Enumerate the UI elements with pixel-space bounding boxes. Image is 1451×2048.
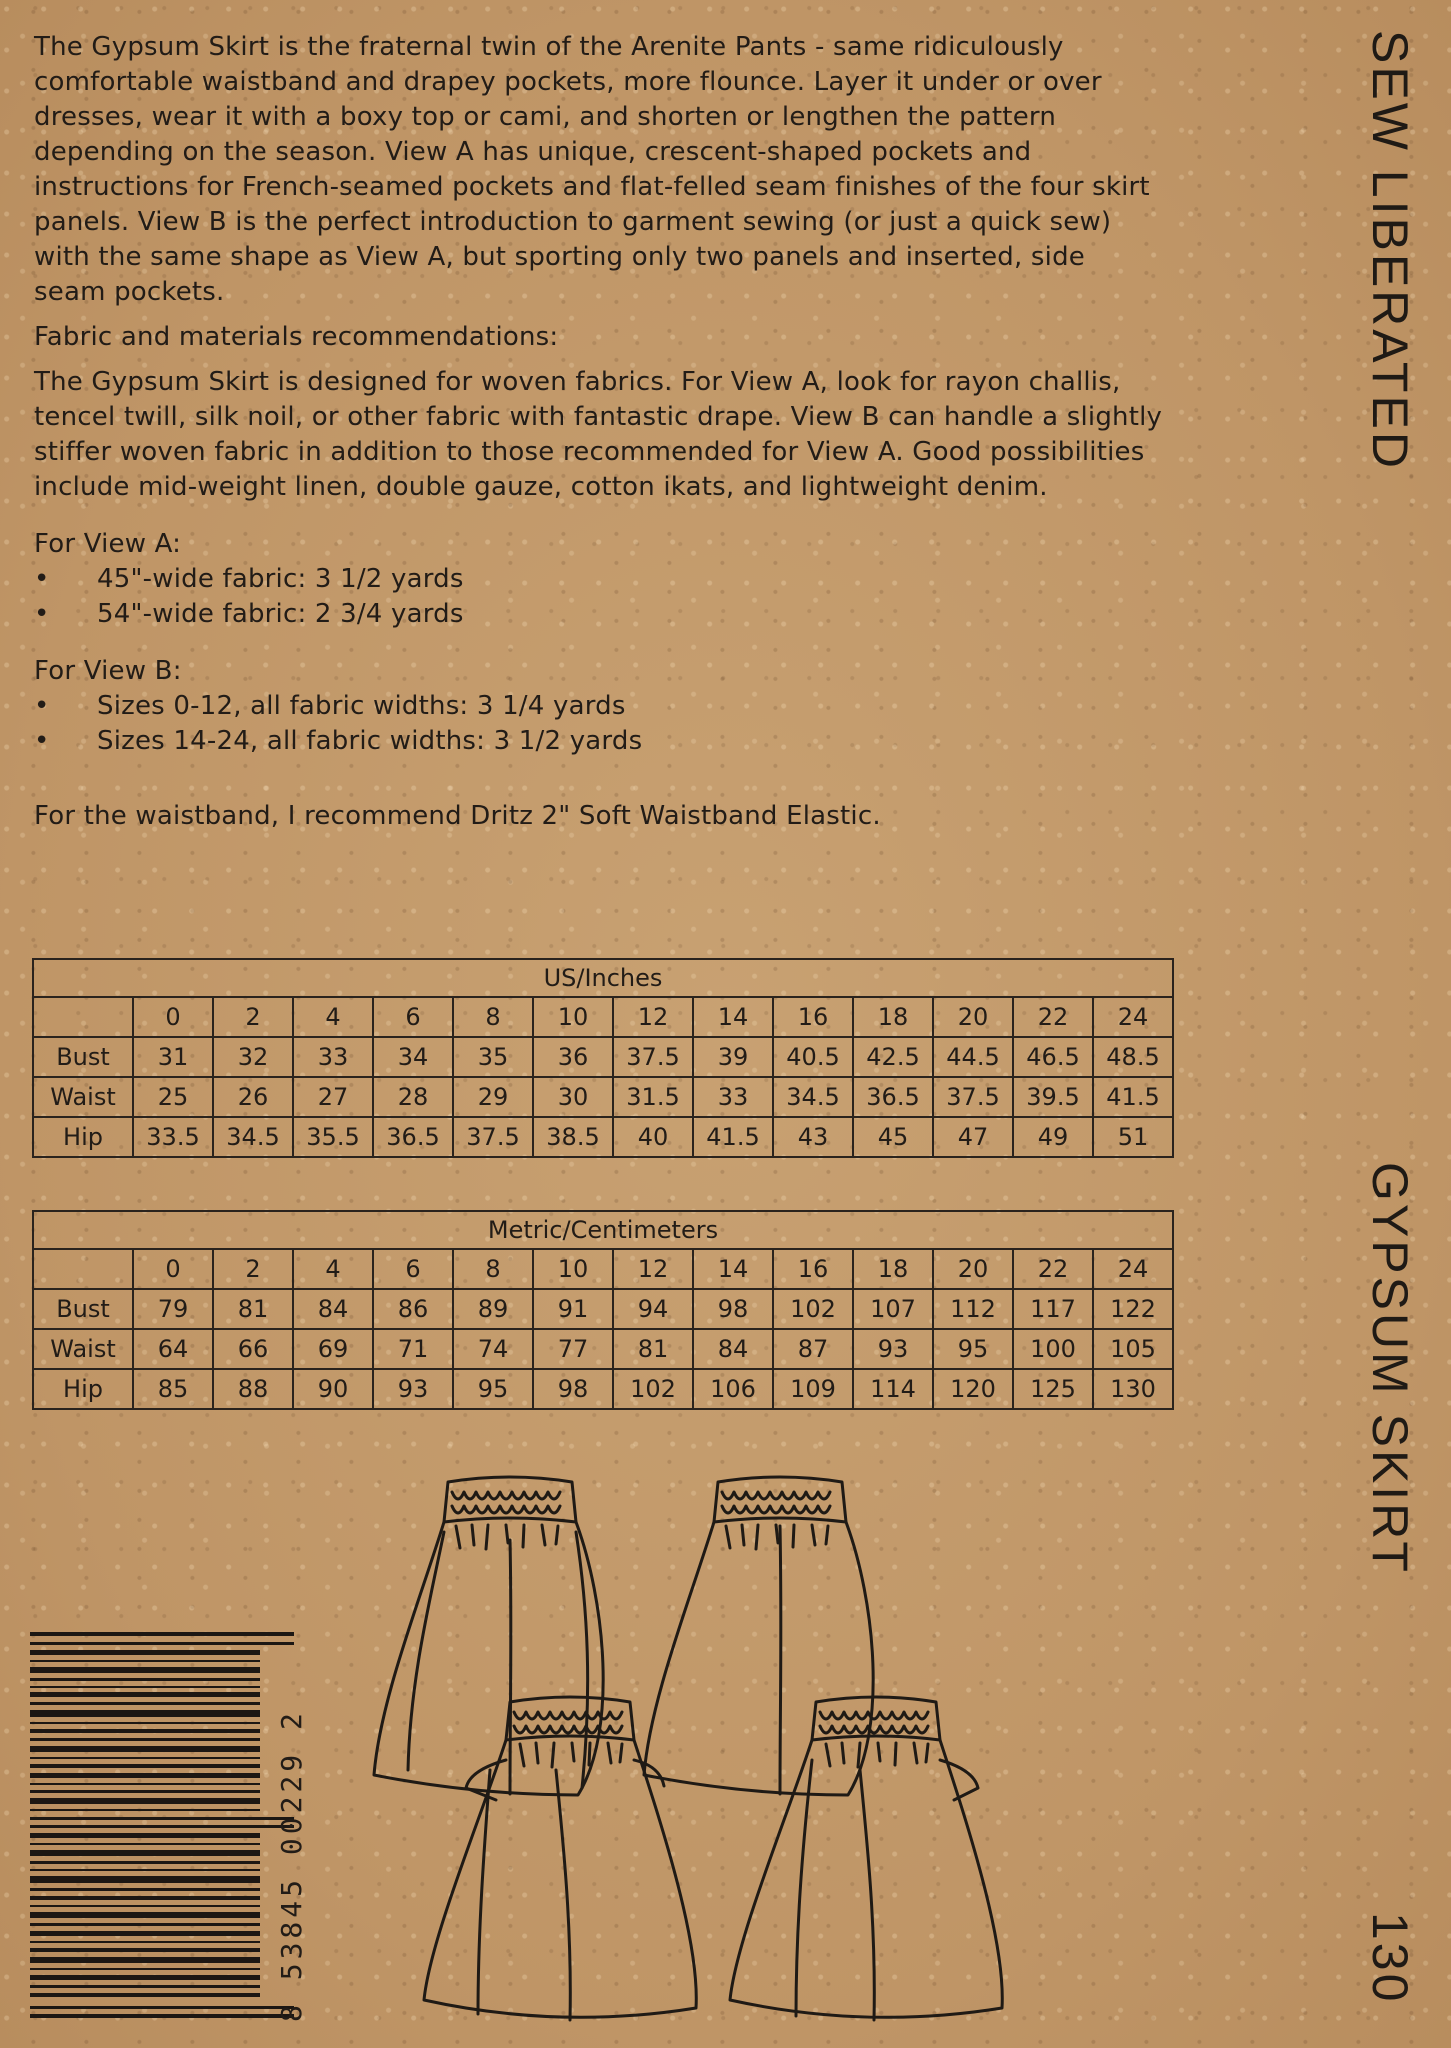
table-cell: 34.5 xyxy=(773,1077,853,1117)
size-cell: 2 xyxy=(213,997,293,1037)
table-cell: 77 xyxy=(533,1329,613,1369)
table-cell: 48.5 xyxy=(1093,1037,1173,1077)
table-cell: 28 xyxy=(373,1077,453,1117)
table-cell: 37.5 xyxy=(933,1077,1013,1117)
table-cell: 64 xyxy=(133,1329,213,1369)
row-label: Waist xyxy=(33,1329,133,1369)
pattern-name: GYPSUM SKIRT xyxy=(1362,1162,1418,1575)
table-row xyxy=(33,1077,1173,1117)
list-item: • Sizes 14-24, all fabric widths: 3 1/2 yards xyxy=(34,724,1164,759)
table-cell: 91 xyxy=(533,1289,613,1329)
brand-title: SEW LIBERATED xyxy=(1362,30,1418,471)
table-cell: 42.5 xyxy=(853,1037,933,1077)
table-cell: 36.5 xyxy=(373,1117,453,1157)
table-cell: 41.5 xyxy=(1093,1077,1173,1117)
barcode-image xyxy=(30,1632,294,2022)
corner-cell xyxy=(33,997,133,1037)
table-cell: 112 xyxy=(933,1289,1013,1329)
size-cell: 12 xyxy=(613,997,693,1037)
table-cell: 84 xyxy=(293,1289,373,1329)
table-row xyxy=(33,1369,1173,1409)
table-cell: 81 xyxy=(213,1289,293,1329)
skirt-drawings xyxy=(360,1470,1180,2040)
table-cell: 51 xyxy=(1093,1117,1173,1157)
table-cell: 40.5 xyxy=(773,1037,853,1077)
size-header-row xyxy=(33,1249,1173,1289)
table-cell: 39.5 xyxy=(1013,1077,1093,1117)
size-cell: 16 xyxy=(773,997,853,1037)
size-cell: 22 xyxy=(1013,997,1093,1037)
table-cell: 35.5 xyxy=(293,1117,373,1157)
table-caption: US/Inches xyxy=(33,959,1173,997)
table-cell: 86 xyxy=(373,1289,453,1329)
intro-paragraph: The Gypsum Skirt is the fraternal twin of the Arenite Pants - same ridiculously comfortable waistband and drapey pockets, more flounce. Layer it under or over dresses, wear it with a boxy top or cami, and shorten or lengthen the pattern depending on the season. View A has unique, crescent-shaped pockets and instructions for French-seamed pockets and flat-felled seam finishes of the four skirt panels. View B is the perfect introduction to garment sewing (or just a quick sew) with the same shape as View A, but sporting only two panels and inserted, side seam pockets. xyxy=(34,32,1150,307)
list-item: • 54"-wide fabric: 2 3/4 yards xyxy=(34,597,1164,632)
table-cell: 36 xyxy=(533,1037,613,1077)
size-cell: 10 xyxy=(533,1249,613,1289)
table-cell: 98 xyxy=(693,1289,773,1329)
barcode-bars xyxy=(30,1632,294,2018)
table-cell: 34 xyxy=(373,1037,453,1077)
table-cell: 105 xyxy=(1093,1329,1173,1369)
table-cell: 98 xyxy=(533,1369,613,1409)
table-cell: 74 xyxy=(453,1329,533,1369)
table-cell: 120 xyxy=(933,1369,1013,1409)
table-cell: 88 xyxy=(213,1369,293,1409)
table-cell: 27 xyxy=(293,1077,373,1117)
us-size-table xyxy=(32,958,1174,1158)
table-cell: 102 xyxy=(773,1289,853,1329)
table-cell: 114 xyxy=(853,1369,933,1409)
table-cell: 30 xyxy=(533,1077,613,1117)
table-cell: 33 xyxy=(693,1077,773,1117)
table-cell: 89 xyxy=(453,1289,533,1329)
table-cell: 46.5 xyxy=(1013,1037,1093,1077)
table-cell: 31 xyxy=(133,1037,213,1077)
table-cell: 87 xyxy=(773,1329,853,1369)
table-cell: 81 xyxy=(613,1329,693,1369)
table-cell: 102 xyxy=(613,1369,693,1409)
size-cell: 18 xyxy=(853,1249,933,1289)
waistband-note: For the waistband, I recommend Dritz 2" Soft Waistband Elastic. xyxy=(34,801,881,831)
size-cell: 4 xyxy=(293,997,373,1037)
size-cell: 0 xyxy=(133,1249,213,1289)
table-cell: 95 xyxy=(933,1329,1013,1369)
size-cell: 12 xyxy=(613,1249,693,1289)
table-cell: 107 xyxy=(853,1289,933,1329)
table-cell: 125 xyxy=(1013,1369,1093,1409)
size-cell: 6 xyxy=(373,1249,453,1289)
description xyxy=(34,30,1164,844)
row-label: Bust xyxy=(33,1289,133,1329)
size-cell: 20 xyxy=(933,1249,1013,1289)
metric-size-table xyxy=(32,1210,1174,1410)
size-cell: 2 xyxy=(213,1249,293,1289)
skirt-view-a-front xyxy=(374,1477,603,1795)
size-cell: 24 xyxy=(1093,997,1173,1037)
table-cell: 122 xyxy=(1093,1289,1173,1329)
view-a-requirements xyxy=(34,527,1164,632)
view-b-requirements xyxy=(34,654,1164,759)
table-cell: 93 xyxy=(373,1369,453,1409)
barcode-number: 8 53845 00229 2 xyxy=(275,1709,308,2022)
table-cell: 109 xyxy=(773,1369,853,1409)
table-cell: 95 xyxy=(453,1369,533,1409)
table-cell: 49 xyxy=(1013,1117,1093,1157)
table-cell: 39 xyxy=(693,1037,773,1077)
table-cell: 35 xyxy=(453,1037,533,1077)
table-cell: 40 xyxy=(613,1117,693,1157)
table-cell: 106 xyxy=(693,1369,773,1409)
table-cell: 37.5 xyxy=(453,1117,533,1157)
fabric-heading: Fabric and materials recommendations: xyxy=(34,322,559,352)
table-row xyxy=(33,1289,1173,1329)
size-cell: 0 xyxy=(133,997,213,1037)
size-cell: 8 xyxy=(453,997,533,1037)
table-cell: 84 xyxy=(693,1329,773,1369)
size-cell: 18 xyxy=(853,997,933,1037)
table-cell: 26 xyxy=(213,1077,293,1117)
view-a-list xyxy=(34,562,1164,632)
table-caption: Metric/Centimeters xyxy=(33,1211,1173,1249)
table-cell: 85 xyxy=(133,1369,213,1409)
table-cell: 66 xyxy=(213,1329,293,1369)
table-cell: 33 xyxy=(293,1037,373,1077)
size-cell: 24 xyxy=(1093,1249,1173,1289)
table-cell: 36.5 xyxy=(853,1077,933,1117)
table-cell: 38.5 xyxy=(533,1117,613,1157)
size-cell: 14 xyxy=(693,1249,773,1289)
table-cell: 44.5 xyxy=(933,1037,1013,1077)
table-cell: 33.5 xyxy=(133,1117,213,1157)
size-cell: 16 xyxy=(773,1249,853,1289)
table-cell: 130 xyxy=(1093,1369,1173,1409)
view-a-label: For View A: xyxy=(34,529,182,559)
row-label: Hip xyxy=(33,1117,133,1157)
row-label: Waist xyxy=(33,1077,133,1117)
size-cell: 10 xyxy=(533,997,613,1037)
size-cell: 22 xyxy=(1013,1249,1093,1289)
table-cell: 41.5 xyxy=(693,1117,773,1157)
table-cell: 100 xyxy=(1013,1329,1093,1369)
size-cell: 6 xyxy=(373,997,453,1037)
table-cell: 71 xyxy=(373,1329,453,1369)
table-cell: 79 xyxy=(133,1289,213,1329)
size-cell: 4 xyxy=(293,1249,373,1289)
size-cell: 20 xyxy=(933,997,1013,1037)
table-row xyxy=(33,1329,1173,1369)
corner-cell xyxy=(33,1249,133,1289)
table-cell: 90 xyxy=(293,1369,373,1409)
table-cell: 43 xyxy=(773,1117,853,1157)
table-cell: 93 xyxy=(853,1329,933,1369)
skirt-view-a-back xyxy=(644,1477,873,1795)
table-row xyxy=(33,1117,1173,1157)
table-cell: 94 xyxy=(613,1289,693,1329)
table-cell: 37.5 xyxy=(613,1037,693,1077)
table-cell: 117 xyxy=(1013,1289,1093,1329)
table-cell: 45 xyxy=(853,1117,933,1157)
table-cell: 29 xyxy=(453,1077,533,1117)
size-cell: 8 xyxy=(453,1249,533,1289)
view-b-label: For View B: xyxy=(34,656,182,686)
view-b-list xyxy=(34,689,1164,759)
list-item: • Sizes 0-12, all fabric widths: 3 1/4 yards xyxy=(34,689,1164,724)
table-cell: 34.5 xyxy=(213,1117,293,1157)
table-cell: 31.5 xyxy=(613,1077,693,1117)
table-cell: 69 xyxy=(293,1329,373,1369)
pattern-number: 130 xyxy=(1362,1912,1418,2005)
row-label: Bust xyxy=(33,1037,133,1077)
table-cell: 32 xyxy=(213,1037,293,1077)
list-item: • 45"-wide fabric: 3 1/2 yards xyxy=(34,562,1164,597)
table-cell: 47 xyxy=(933,1117,1013,1157)
table-cell: 25 xyxy=(133,1077,213,1117)
skirt-view-b-front xyxy=(424,1697,696,2020)
fabric-paragraph: The Gypsum Skirt is designed for woven fabrics. For View A, look for rayon challis, tencel twill, silk noil, or other fabric with fantastic drape. View B can handle a slightly stiffer woven fabric in addition to those recommended for View A. Good possibilities include mid-weight linen, double gauze, cotton ikats, and lightweight denim. xyxy=(34,367,1163,502)
row-label: Hip xyxy=(33,1369,133,1409)
size-header-row xyxy=(33,997,1173,1037)
table-row xyxy=(33,1037,1173,1077)
size-cell: 14 xyxy=(693,997,773,1037)
